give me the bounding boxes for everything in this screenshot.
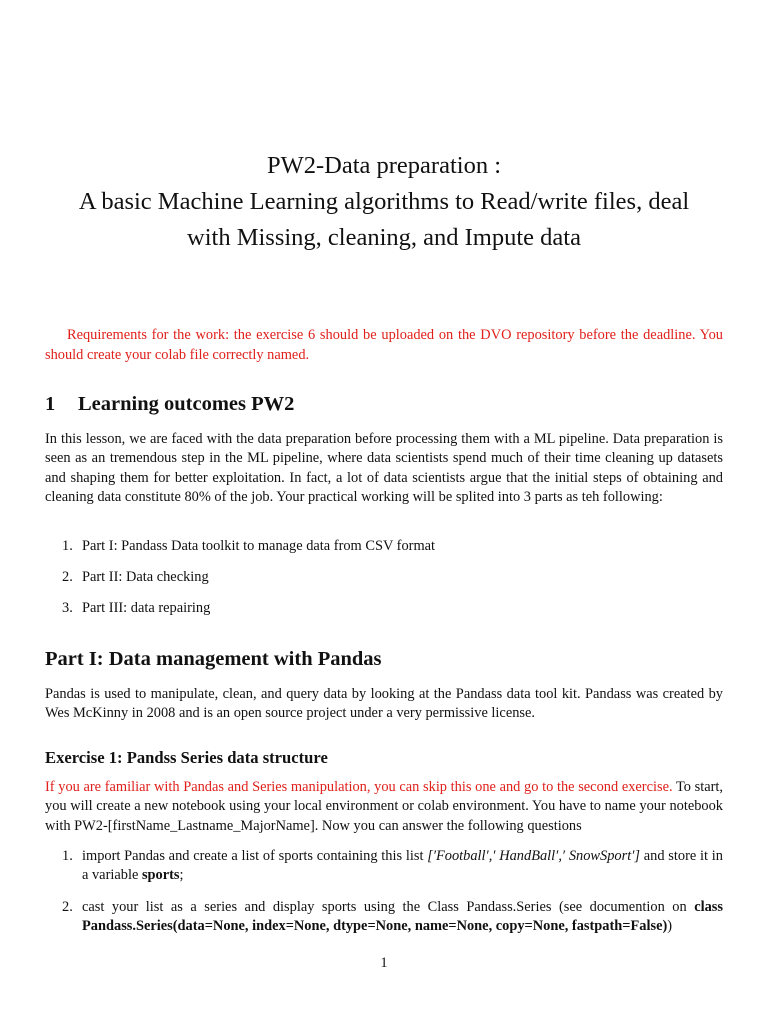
title-line-2: A basic Machine Learning algorithms to Read/write files, deal [78,188,690,215]
list-item [62,568,209,587]
part-one-paragraph: Pandas is used to manipulate, clean, and query data by looking at the Pandass data tool kit. Pandass was created by Wes McKinny in 2008 and is an open source project under a very permissive license. [45,686,723,722]
exercise-one-intro [45,778,723,836]
section-title: Learning outcomes PW2 [78,393,295,415]
requirements-text: Requirements for the work: the exercise 6 should be uploaded on the DVO repository before the deadline. You should create your colab file correctly named. [45,327,723,363]
question-text-cont: and store it in a variable [82,848,723,884]
list-item-number: 1. [62,538,73,554]
sports-list-formula: [′Football′,′ HandBall′,′ SnowSport′] [427,848,640,864]
part-one-heading: Part I: Data management with Pandas [45,648,382,670]
page-number: 1 [380,955,388,971]
question-number: 1. [62,848,73,864]
list-item-text: Part III: data repairing [82,600,211,616]
document-title [30,148,738,256]
list-item [62,537,435,556]
section-number: 1 [45,393,56,415]
list-item-text: Part I: Pandass Data toolkit to manage data from CSV format [82,538,436,554]
learning-outcomes-paragraph: In this lesson, we are faced with the data preparation before processing them with a ML pipeline. Data preparation is seen as an tremendous step in the ML pipeline, where data scientists spend much of their time cleaning up datasets and shaping them for better exploitation. In fact, a lot of data scientists argue that the initial steps of obtaining and cleaning data constitute 80% of the job. Your practical working will be splited into 3 parts as teh following: [45,431,723,506]
variable-name: sports [141,867,180,884]
list-item-number: 2. [62,569,73,585]
question-number: 2. [62,899,73,915]
title-line-1: PW2-Data preparation : [266,152,502,179]
requirements-note [45,325,723,365]
question-end: ) [667,918,673,935]
exercise-one-heading: Exercise 1: Pandss Series data structure [45,748,328,767]
question-text: import Pandas and create a list of sports containing this list [82,848,428,864]
question-end: ; [179,867,184,884]
exercise-question-2 [62,898,723,937]
list-item-text: Part II: Data checking [82,569,209,585]
exercise-one-skip-note: If you are familiar with Pandas and Series manipulation, you can skip this one and go to the second exercise. [45,779,673,795]
exercise-one-instructions: To start, you will create a new notebook using your local environment or colab environment. You have to name your notebook with PW2-[firstName_Lastname_MajorName]. Now you can answer the following questions [45,779,723,834]
section-heading-learning-outcomes [45,392,294,416]
class-signature: class Pandass.Series(data=None, index=None, dtype=None, name=None, copy=None, fastpath=False) [82,899,723,935]
title-line-3: with Missing, cleaning, and Impute data [187,224,581,251]
question-text: cast your list as a series and display sports using the Class Pandass.Series (see documention on [82,899,695,915]
list-item [62,599,210,618]
list-item-number: 3. [62,600,73,616]
exercise-question-1 [62,847,723,886]
